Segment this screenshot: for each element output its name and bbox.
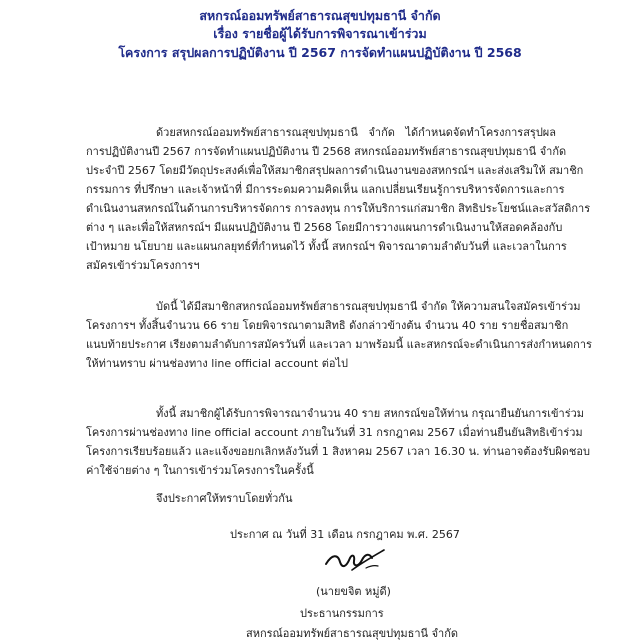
paragraph-line: ทั้งนี้ สมาชิกผู้ได้รับการพิจารณาจำนวน 40 ราย สหกรณ์ขอให้ท่าน กรุณายืนยันการเข้าร่วม bbox=[156, 407, 585, 420]
paragraph-line: สมัครเข้าร่วมโครงการฯ bbox=[86, 259, 200, 272]
paragraph-line: เป้าหมาย นโยบาย และแผนกลยุทธ์ที่กำหนดไว้ ทั้งนี้ สหกรณ์ฯ พิจารณาตามลำดับวันที่ และเวลาในการ bbox=[86, 240, 567, 253]
paragraph-line: การปฏิบัติงานปี 2567 การจัดทำแผนปฏิบัติงาน ปี 2568 สหกรณ์ออมทรัพย์สาธารณสุขปทุมธานี จำกัด bbox=[86, 145, 567, 158]
paragraph-line: โครงการผ่านช่องทาง line official account ภายในวันที่ 31 กรกฎาคม 2567 เมื่อท่านยืนยันสิทธิเข้าร่วม bbox=[86, 426, 583, 439]
paragraph-line: ดำเนินงานสหกรณ์ในด้านการบริหารจัดการ การลงทุน การให้บริการแก่สมาชิก สิทธิประโยชน์และสวัสดิการ bbox=[86, 202, 591, 215]
closing-line: จึงประกาศให้ทราบโดยทั่วกัน bbox=[156, 492, 293, 505]
paragraph-line: แนบท้ายประกาศ เรียงตามลำดับการสมัครวันที่ และเวลา มาพร้อมนี้ และสหกรณ์จะดำเนินการส่งกำหนดการ bbox=[86, 338, 592, 351]
signer-org: สหกรณ์ออมทรัพย์สาธารณสุขปทุมธานี จำกัด bbox=[246, 627, 459, 640]
paragraph-line: บัดนี้ ได้มีสมาชิกสหกรณ์ออมทรัพย์สาธารณสุขปทุมธานี จำกัด ให้ความสนใจสมัครเข้าร่วม bbox=[156, 300, 581, 313]
paragraph-line: โครงการฯ ทั้งสิ้นจำนวน 66 ราย โดยพิจารณาตามสิทธิ ดังกล่าวข้างต้น จำนวน 40 ราย รายชื่อสมาชิก bbox=[86, 319, 569, 332]
subject-title: เรื่อง รายชื่อผู้ได้รับการพิจารณาเข้าร่วม bbox=[213, 26, 427, 41]
signer-position: ประธานกรรมการ bbox=[300, 607, 384, 620]
signature-mark bbox=[322, 546, 388, 576]
paragraph-line: ต่าง ๆ และเพื่อให้สหกรณ์ฯ มีแผนปฏิบัติงาน ปี 2568 โดยมีการวางแผนการดำเนินงานให้สอดคล้องกับ bbox=[86, 221, 563, 234]
org-title: สหกรณ์ออมทรัพย์สาธารณสุขปทุมธานี จำกัด bbox=[199, 8, 441, 23]
paragraph-line: ค่าใช้จ่ายต่าง ๆ ในการเข้าร่วมโครงการในครั้งนี้ bbox=[86, 464, 314, 477]
paragraph-line: กรรมการ ที่ปรึกษา และเจ้าหน้าที่ มีการระดมความคิดเห็น แลกเปลี่ยนเรียนรู้การบริหารจัดการและการ bbox=[86, 183, 565, 196]
project-title: โครงการ สรุปผลการปฏิบัติงาน ปี 2567 การจัดทำแผนปฏิบัติงาน ปี 2568 bbox=[118, 45, 522, 60]
paragraph-line: ให้ท่านทราบ ผ่านช่องทาง line official account ต่อไป bbox=[86, 357, 348, 370]
announce-date: ประกาศ ณ วันที่ 31 เดือน กรกฎาคม พ.ศ. 2567 bbox=[230, 528, 460, 541]
paragraph-line: ประจำปี 2567 โดยมีวัตถุประสงค์เพื่อให้สมาชิกสรุปผลการดำเนินงานของสหกรณ์ฯ และส่งเสริมให้ สมาชิก bbox=[86, 164, 584, 177]
paragraph-line: โครงการเรียบร้อยแล้ว และแจ้งขอยกเลิกหลังวันที่ 1 สิงหาคม 2567 เวลา 16.30 น. ท่านอาจต้องรับผิดชอบ bbox=[86, 445, 590, 458]
paragraph-line: ด้วยสหกรณ์ออมทรัพย์สาธารณสุขปทุมธานี จำกัด ได้กำหนดจัดทำโครงการสรุปผล bbox=[156, 126, 556, 139]
signer-name: (นายขจิต หมู่ดี) bbox=[316, 585, 391, 598]
